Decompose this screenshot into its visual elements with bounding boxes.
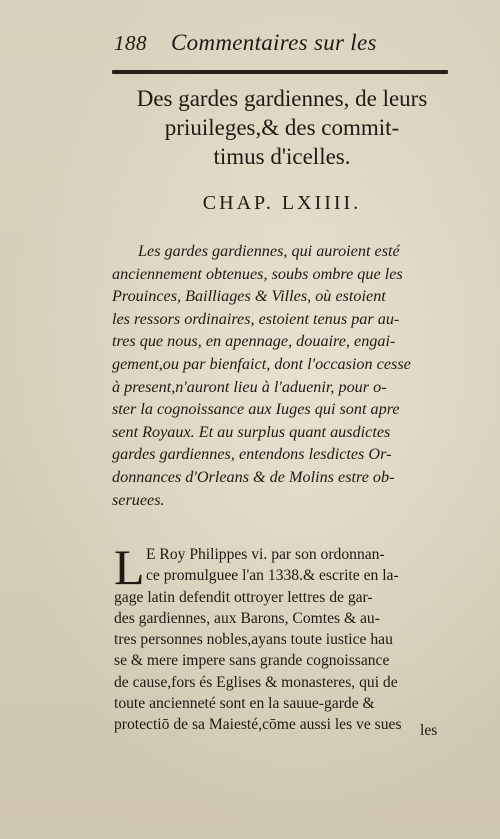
summary-line: gardes gardiennes, entendons lesdictes Or- xyxy=(112,445,392,464)
summary-line: les ressors ordinaires, estoient tenus par au- xyxy=(112,309,400,328)
summary-line: ster la cognoissance aux Iuges qui sont apre xyxy=(112,400,400,419)
body-line: E Roy Philippes vi. par son ordonnan- xyxy=(146,546,385,563)
title-line: Des gardes gardiennes, de leurs xyxy=(136,86,428,111)
chapter-heading: CHAP. LXIIII. xyxy=(202,192,362,214)
body-line: gage latin defendit ottroyer lettres de gar- xyxy=(114,588,373,606)
body-line: se & mere impere sans grande cognoissance xyxy=(114,652,390,670)
body-line: ce promulguee l'an 1338.& escrite en la- xyxy=(146,567,399,585)
summary-line: Les gardes gardiennes, qui auroient esté xyxy=(138,242,400,260)
page-number: 188 xyxy=(114,31,147,55)
body-line: tres personnes nobles,ayans toute iustice hau xyxy=(114,631,393,649)
title-line: priuileges,& des commit- xyxy=(164,115,400,140)
chapter-summary xyxy=(112,240,452,511)
title-line: timus d'icelles. xyxy=(213,144,351,169)
summary-line: tres que nous, en apennage, douaire, engai- xyxy=(112,332,396,351)
summary-line: donnances d'Orleans & de Molins estre ob- xyxy=(112,467,395,486)
page-header xyxy=(114,30,454,60)
drop-cap: L xyxy=(114,539,145,595)
header-rule xyxy=(112,70,448,74)
body-line: protectiō de sa Maiesté,cōme aussi les ve sues xyxy=(114,716,402,734)
summary-line: Prouinces, Bailliages & Villes, où estoient xyxy=(112,287,386,306)
summary-line: anciennement obtenues, soubs ombre que les xyxy=(112,264,403,283)
running-head: Commentaires sur les xyxy=(171,30,377,55)
body-text xyxy=(114,539,454,736)
section-title xyxy=(112,84,452,171)
body-line: de cause,fors és Eglises & monasteres, qui de xyxy=(114,673,398,691)
summary-line: à present,n'auront lieu à l'aduenir, pour o- xyxy=(112,377,387,396)
summary-line: sent Royaux. Et au surplus quant ausdictes xyxy=(112,422,391,441)
summary-line: gement,ou par bienfaict, dont l'occasion cesse xyxy=(112,354,411,373)
summary-line: seruees. xyxy=(112,490,165,509)
catchword: les xyxy=(420,722,438,739)
body-line: des gardiennes, aux Barons, Comtes & au- xyxy=(114,609,380,627)
body-line: toute ancienneté sont en la sauue-garde & xyxy=(114,695,375,713)
